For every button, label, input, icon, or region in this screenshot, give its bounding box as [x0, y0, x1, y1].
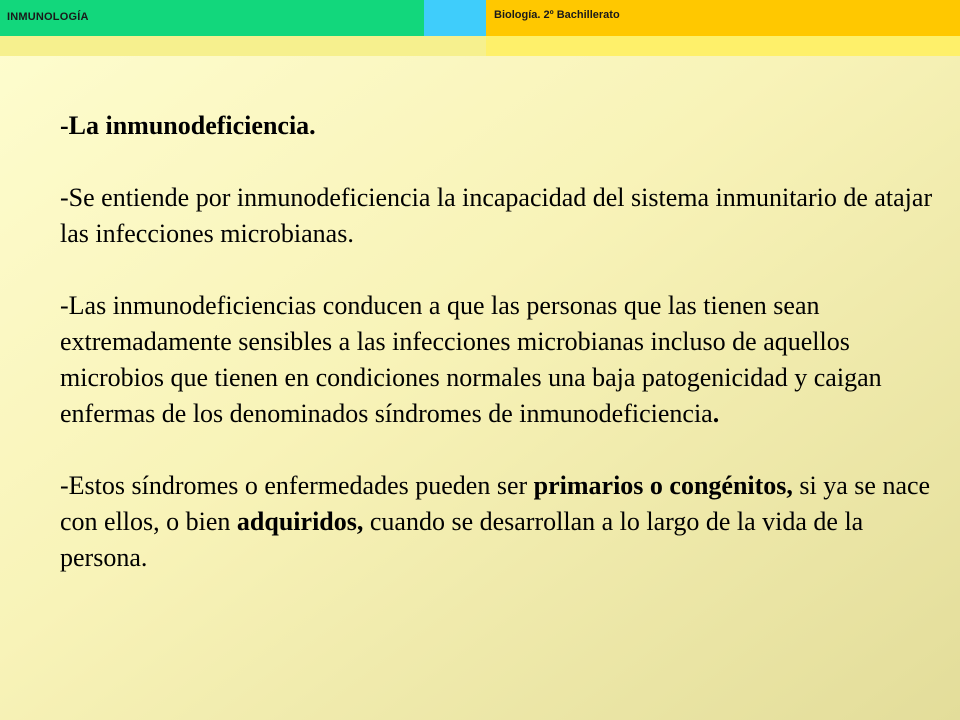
paragraph-definition: -Se entiende por inmunodeficiencia la incapacidad del sistema inmunitario de atajar las infecciones microbianas. [60, 183, 933, 248]
types-acquired-bold: adquiridos, [236, 507, 364, 536]
types-text-1: -Estos síndromes o enfermedades pueden ser [60, 471, 534, 500]
types-primary-bold: primarios o congénitos, [533, 471, 793, 500]
types-text-3: cuando se desarrollan a lo largo de la vida de la persona. [60, 507, 864, 572]
paragraph-types [60, 468, 940, 576]
paragraph-consequences [60, 288, 940, 432]
types-text-2: si ya se nace con ellos, o bien [60, 471, 931, 536]
paragraph-consequences-end: . [712, 399, 720, 428]
slide-content [60, 108, 940, 612]
slide-title: -La inmunodeficiencia. [60, 111, 316, 140]
header-cyan-bar [424, 0, 486, 36]
header-strip-left [0, 36, 486, 56]
header-strip-right [486, 36, 960, 56]
slide-header [0, 0, 960, 36]
paragraph-consequences-text: -Las inmunodeficiencias conducen a que las personas que las tienen sean extremadamente sensibles a las infecciones microbianas incluso de aquellos microbios que tienen en condiciones normales una baja patogenicidad y caigan enfermas de los denominados síndromes de inmunodeficiencia [60, 291, 882, 428]
subject-label: INMUNOLOGÍA [7, 11, 89, 23]
course-label: Biología. 2º Bachillerato [494, 9, 620, 21]
